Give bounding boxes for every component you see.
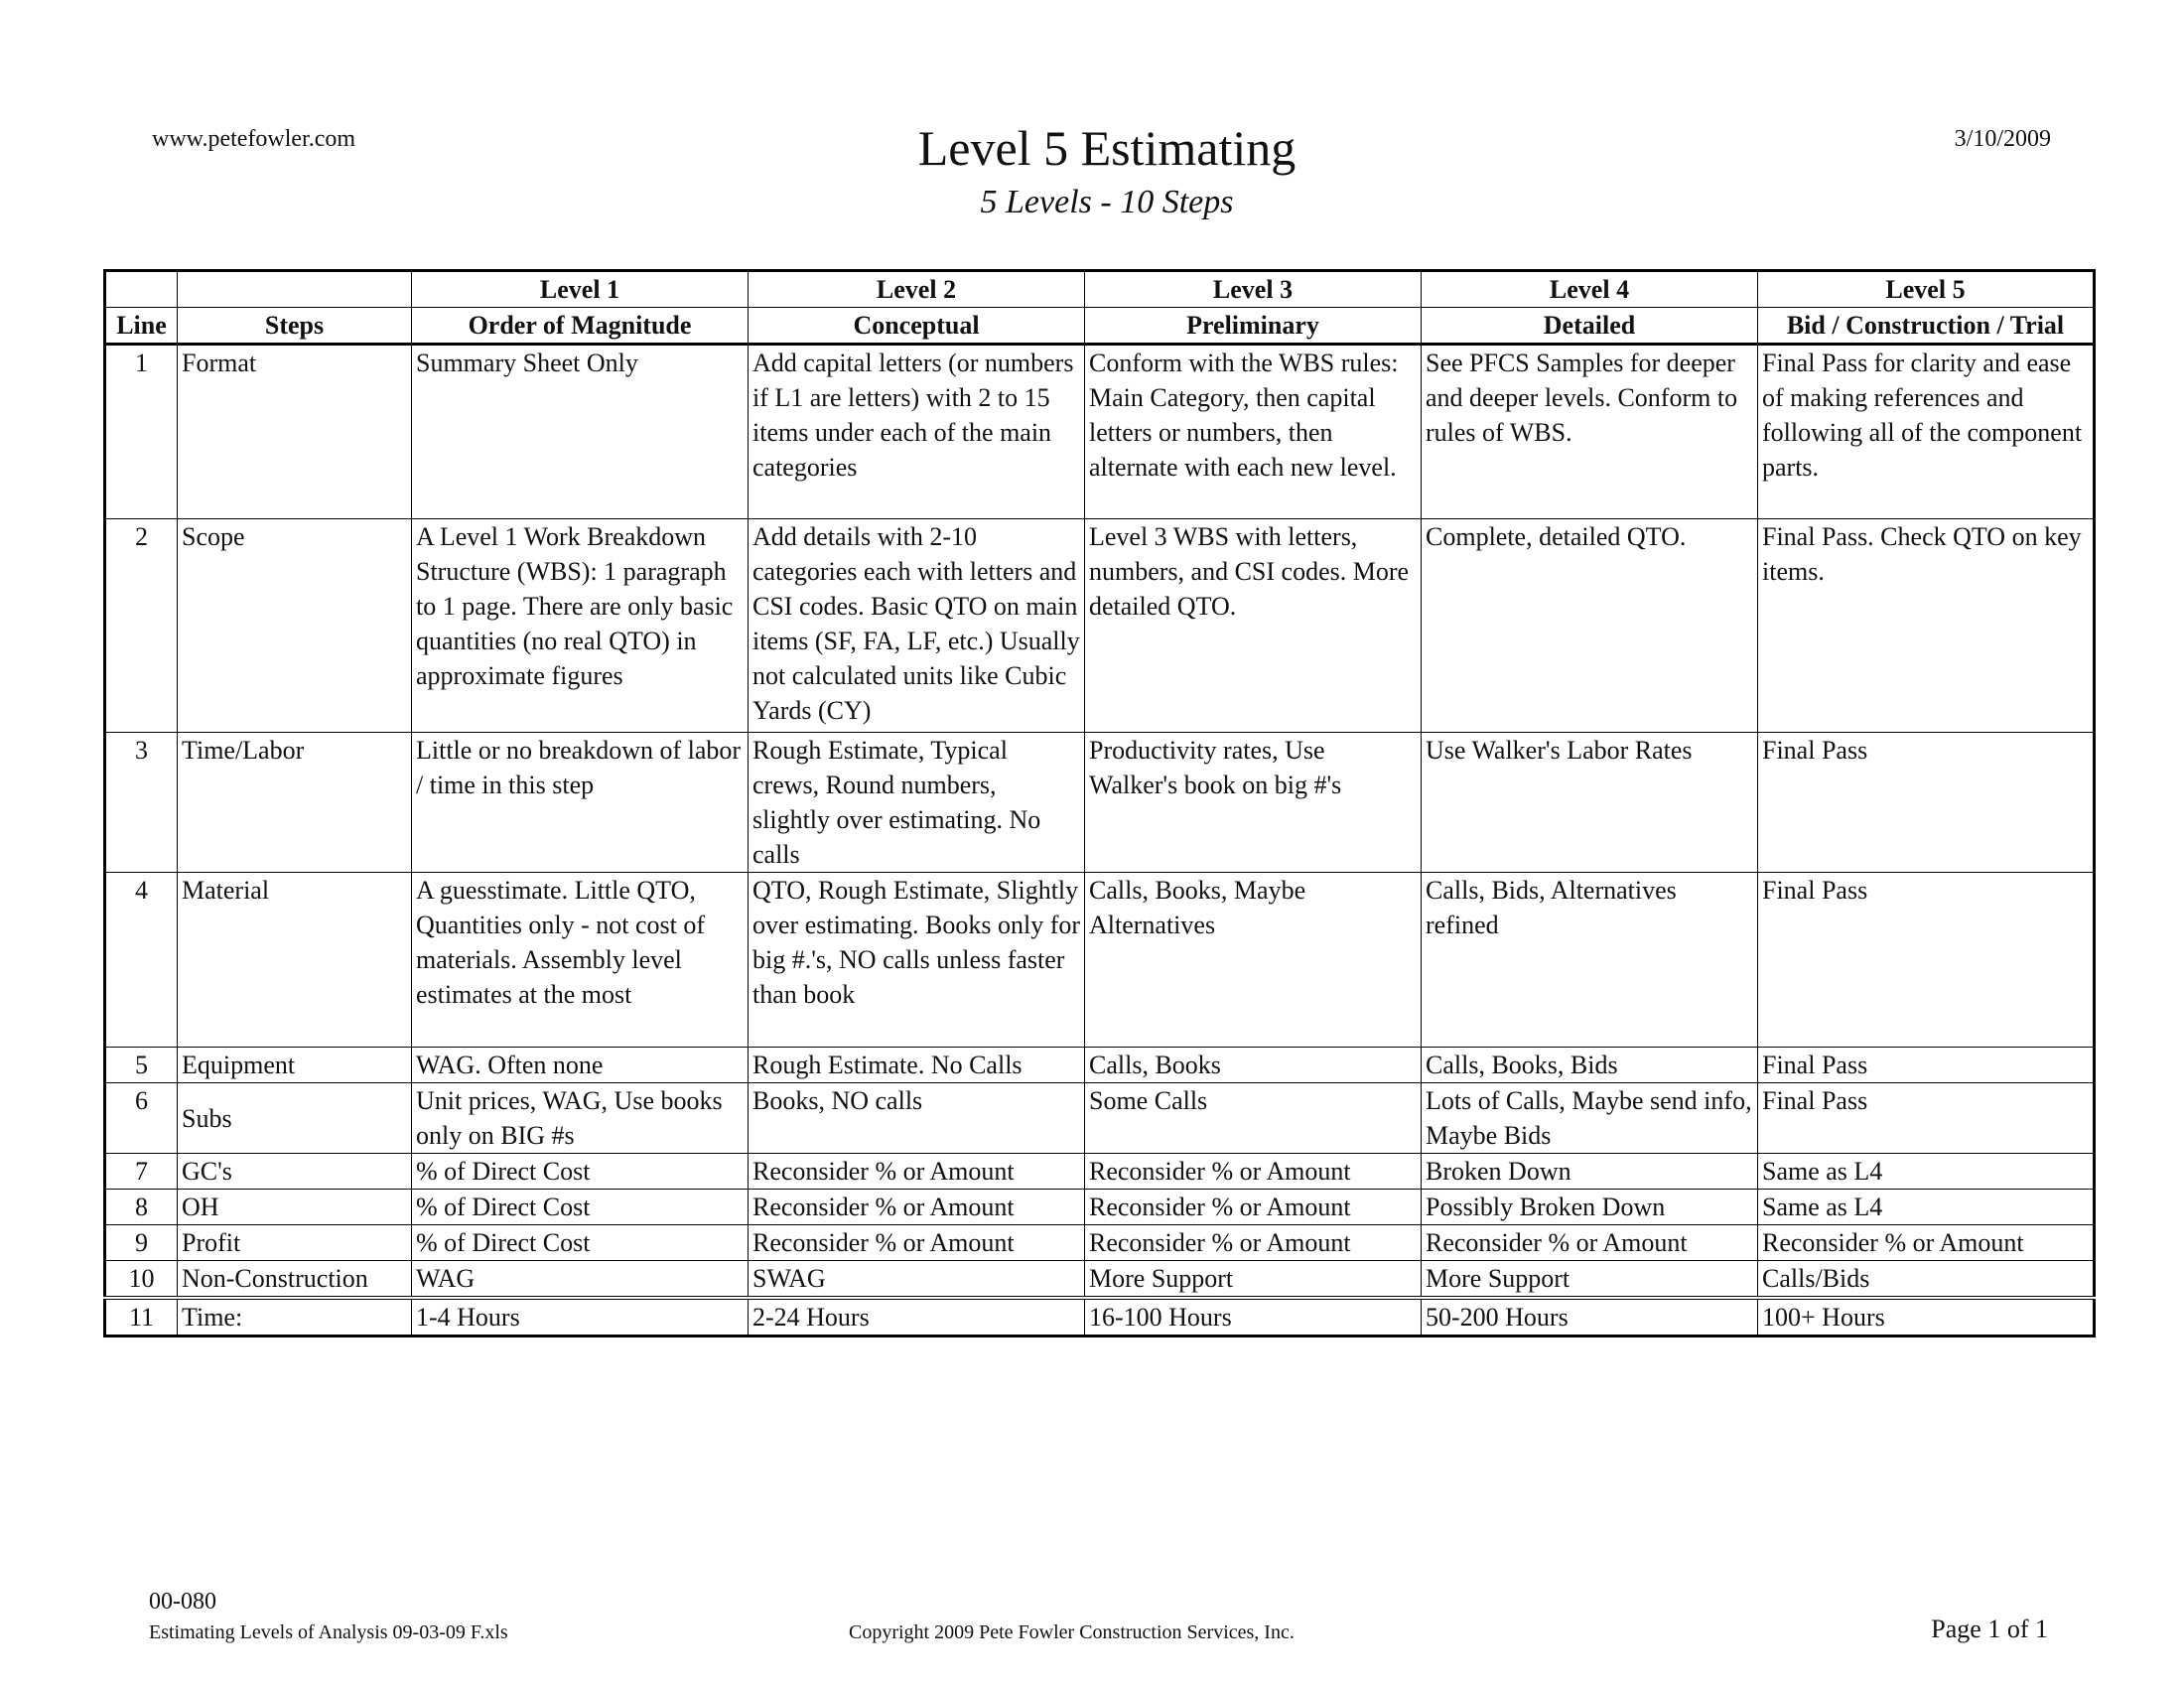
table-row	[105, 873, 2095, 1048]
level-2-cell: QTO, Rough Estimate, Slightly over estimating. Books only for big #.'s, NO calls unless faster than book	[749, 873, 1085, 1048]
level-2-cell: Reconsider % or Amount	[749, 1154, 1085, 1190]
level-2-cell: Reconsider % or Amount	[749, 1190, 1085, 1225]
level-4-cell: More Support	[1422, 1261, 1758, 1299]
level-2-cell: Add capital letters (or numbers if L1 are letters) with 2 to 15 items under each of the main categories	[749, 345, 1085, 519]
level-2-cell: Reconsider % or Amount	[749, 1225, 1085, 1261]
table-row	[105, 1261, 2095, 1299]
level-2-cell: SWAG	[749, 1261, 1085, 1299]
level-2-name-header: Conceptual	[749, 308, 1085, 345]
level-4-cell: Reconsider % or Amount	[1422, 1225, 1758, 1261]
table-row	[105, 1083, 2095, 1154]
step-name: Non-Construction	[178, 1261, 412, 1299]
level-4-name-header: Detailed	[1422, 308, 1758, 345]
level-1-cell: % of Direct Cost	[412, 1190, 749, 1225]
level-5-cell: Same as L4	[1758, 1154, 2095, 1190]
level-2-header: Level 2	[749, 271, 1085, 308]
level-3-cell: Calls, Books	[1085, 1048, 1422, 1083]
level-3-cell: Some Calls	[1085, 1083, 1422, 1154]
copyright-notice: Copyright 2009 Pete Fowler Construction Services, Inc.	[849, 1621, 1295, 1643]
level-3-cell: Reconsider % or Amount	[1085, 1190, 1422, 1225]
line-header: Line	[105, 308, 178, 345]
level-5-cell: Final Pass	[1758, 1083, 2095, 1154]
level-5-cell: Reconsider % or Amount	[1758, 1225, 2095, 1261]
level-5-cell: Same as L4	[1758, 1190, 2095, 1225]
level-4-cell: Calls, Bids, Alternatives refined	[1422, 873, 1758, 1048]
level-1-cell: 1-4 Hours	[412, 1298, 749, 1336]
level-1-cell: A guesstimate. Little QTO, Quantities only - not cost of materials. Assembly level estimates at the most	[412, 873, 749, 1048]
step-name: Material	[178, 873, 412, 1048]
blank-header-cell	[178, 271, 412, 308]
table-row	[105, 1225, 2095, 1261]
document-date: 3/10/2009	[1954, 126, 2051, 152]
level-3-cell: Calls, Books, Maybe Alternatives	[1085, 873, 1422, 1048]
page-number: Page 1 of 1	[1931, 1615, 2048, 1643]
line-number: 1	[105, 345, 178, 519]
level-5-cell: Calls/Bids	[1758, 1261, 2095, 1299]
level-1-cell: % of Direct Cost	[412, 1154, 749, 1190]
table-row	[105, 1048, 2095, 1083]
level-1-cell: Unit prices, WAG, Use books only on BIG #s	[412, 1083, 749, 1154]
table-row	[105, 519, 2095, 733]
table-row	[105, 1190, 2095, 1225]
column-header-row	[105, 308, 2095, 345]
level-1-cell: A Level 1 Work Breakdown Structure (WBS): 1 paragraph to 1 page. There are only basic quantities (no real QTO) in approximate figures	[412, 519, 749, 733]
level-3-cell: Conform with the WBS rules: Main Category, then capital letters or numbers, then alternate with each new level.	[1085, 345, 1422, 519]
level-3-cell: Productivity rates, Use Walker's book on big #'s	[1085, 733, 1422, 873]
level-3-cell: 16-100 Hours	[1085, 1298, 1422, 1336]
step-name: OH	[178, 1190, 412, 1225]
line-number: 5	[105, 1048, 178, 1083]
line-number: 6	[105, 1083, 178, 1154]
level-5-cell: Final Pass. Check QTO on key items.	[1758, 519, 2095, 733]
level-2-cell: 2-24 Hours	[749, 1298, 1085, 1336]
step-name: Scope	[178, 519, 412, 733]
level-3-cell: Reconsider % or Amount	[1085, 1225, 1422, 1261]
level-5-cell: 100+ Hours	[1758, 1298, 2095, 1336]
step-name: Format	[178, 345, 412, 519]
level-5-cell: Final Pass	[1758, 873, 2095, 1048]
level-4-cell: Possibly Broken Down	[1422, 1190, 1758, 1225]
step-name: GC's	[178, 1154, 412, 1190]
level-1-cell: Summary Sheet Only	[412, 345, 749, 519]
blank-header-cell	[105, 271, 178, 308]
level-header-row	[105, 271, 2095, 308]
level-1-cell: Little or no breakdown of labor / time in this step	[412, 733, 749, 873]
level-2-cell: Books, NO calls	[749, 1083, 1085, 1154]
level-1-name-header: Order of Magnitude	[412, 308, 749, 345]
step-name: Subs	[178, 1083, 412, 1154]
level-2-cell: Add details with 2-10 categories each with letters and CSI codes. Basic QTO on main items (SF, FA, LF, etc.) Usually not calculated units like Cubic Yards (CY)	[749, 519, 1085, 733]
line-number: 10	[105, 1261, 178, 1299]
line-number: 7	[105, 1154, 178, 1190]
level-2-cell: Rough Estimate. No Calls	[749, 1048, 1085, 1083]
level-4-cell: Complete, detailed QTO.	[1422, 519, 1758, 733]
table-row	[105, 733, 2095, 873]
step-name: Time:	[178, 1298, 412, 1336]
level-5-name-header: Bid / Construction / Trial	[1758, 308, 2095, 345]
level-4-cell: Broken Down	[1422, 1154, 1758, 1190]
level-3-cell: Level 3 WBS with letters, numbers, and CSI codes. More detailed QTO.	[1085, 519, 1422, 733]
line-number: 8	[105, 1190, 178, 1225]
step-name: Profit	[178, 1225, 412, 1261]
line-number: 4	[105, 873, 178, 1048]
table-row	[105, 1154, 2095, 1190]
level-3-name-header: Preliminary	[1085, 308, 1422, 345]
file-name: Estimating Levels of Analysis 09-03-09 F.xls	[149, 1621, 508, 1643]
level-5-cell: Final Pass	[1758, 1048, 2095, 1083]
step-name: Time/Labor	[178, 733, 412, 873]
document-number: 00-080	[149, 1589, 216, 1615]
line-number: 3	[105, 733, 178, 873]
level-4-cell: 50-200 Hours	[1422, 1298, 1758, 1336]
estimating-levels-table	[103, 269, 2096, 1337]
step-name: Equipment	[178, 1048, 412, 1083]
steps-header: Steps	[178, 308, 412, 345]
level-4-cell: See PFCS Samples for deeper and deeper levels. Conform to rules of WBS.	[1422, 345, 1758, 519]
level-3-cell: More Support	[1085, 1261, 1422, 1299]
level-4-cell: Lots of Calls, Maybe send info, Maybe Bids	[1422, 1083, 1758, 1154]
level-1-cell: WAG	[412, 1261, 749, 1299]
level-4-cell: Use Walker's Labor Rates	[1422, 733, 1758, 873]
level-4-cell: Calls, Books, Bids	[1422, 1048, 1758, 1083]
level-5-header: Level 5	[1758, 271, 2095, 308]
table-row	[105, 345, 2095, 519]
level-3-header: Level 3	[1085, 271, 1422, 308]
line-number: 9	[105, 1225, 178, 1261]
page-subtitle: 5 Levels - 10 Steps	[980, 184, 1234, 220]
level-2-cell: Rough Estimate, Typical crews, Round numbers, slightly over estimating. No calls	[749, 733, 1085, 873]
level-4-header: Level 4	[1422, 271, 1758, 308]
website-url: www.petefowler.com	[152, 126, 356, 152]
line-number: 11	[105, 1298, 178, 1336]
level-1-cell: % of Direct Cost	[412, 1225, 749, 1261]
level-3-cell: Reconsider % or Amount	[1085, 1154, 1422, 1190]
table-row-total-time	[105, 1298, 2095, 1336]
level-1-cell: WAG. Often none	[412, 1048, 749, 1083]
level-5-cell: Final Pass for clarity and ease of making references and following all of the component parts.	[1758, 345, 2095, 519]
level-1-header: Level 1	[412, 271, 749, 308]
line-number: 2	[105, 519, 178, 733]
level-5-cell: Final Pass	[1758, 733, 2095, 873]
page-title: Level 5 Estimating	[917, 120, 1297, 176]
